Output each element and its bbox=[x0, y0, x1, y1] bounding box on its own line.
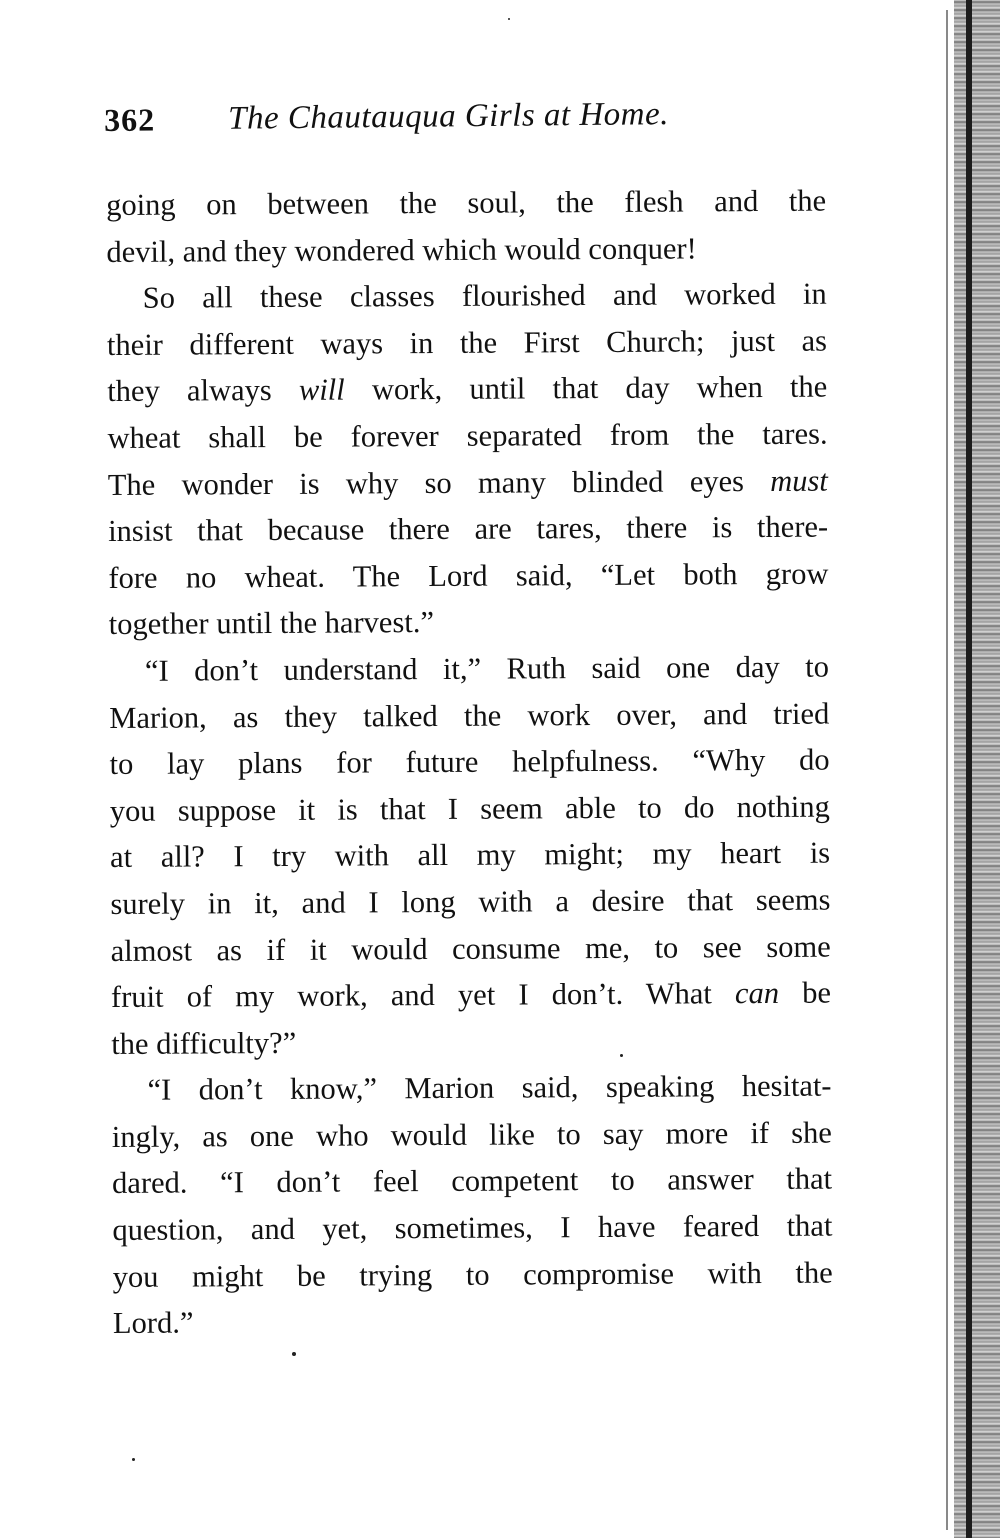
scan-fold-line bbox=[946, 10, 948, 1530]
running-title: The Chautauqua Girls at Home. bbox=[227, 96, 670, 137]
page-number: 362 bbox=[104, 101, 156, 138]
text-line: ingly, as one who would like to say more if she bbox=[111, 1115, 832, 1154]
scan-speck bbox=[508, 18, 510, 20]
text-line: surely in it, and I long with a desire that seems bbox=[110, 882, 831, 921]
emphasis-word: will bbox=[298, 372, 345, 408]
text-line bbox=[107, 364, 827, 415]
emphasis-word: can bbox=[734, 975, 780, 1011]
text-line: you suppose it is that I seem able to do nothing bbox=[109, 789, 830, 828]
text-line: Marion, as they talked the work over, and tried bbox=[109, 696, 830, 735]
text-line bbox=[111, 970, 831, 1021]
text-line: going on between the soul, the flesh and the bbox=[106, 183, 827, 222]
paragraph-start-line: “I don’t know,” Marion said, speaking hesitat- bbox=[147, 1068, 832, 1108]
text-segment: The wonder is why so many blinded eyes bbox=[107, 463, 771, 502]
text-line: question, and yet, sometimes, I have feared that bbox=[112, 1208, 833, 1248]
body-text bbox=[106, 178, 833, 1347]
text-line: Lord.” bbox=[112, 1305, 194, 1341]
text-segment: fruit of my work, and yet I don’t. What bbox=[110, 976, 736, 1015]
scan-speck bbox=[292, 1352, 296, 1356]
text-line: wheat shall be forever separated from the tares. bbox=[107, 416, 828, 455]
text-line: dared. “I don’t feel competent to answer that bbox=[112, 1162, 833, 1201]
text-line: fore no wheat. The Lord said, “Let both grow bbox=[108, 556, 829, 595]
emphasis-word: must bbox=[770, 463, 828, 498]
paragraph-start-line: “I don’t understand it,” Ruth said one day to bbox=[144, 649, 830, 688]
text-segment: they always bbox=[107, 373, 300, 409]
text-segment: be bbox=[778, 975, 832, 1010]
scan-binding-edge bbox=[954, 0, 1000, 1538]
text-segment: work, until that day when the bbox=[344, 369, 828, 407]
page-header bbox=[104, 95, 745, 154]
text-line: at all? I try with all my might; my heart is bbox=[110, 835, 831, 875]
scan-speck bbox=[620, 1054, 623, 1057]
text-line bbox=[108, 457, 828, 508]
text-line: devil, and they wondered which would conquer! bbox=[106, 230, 697, 269]
scan-speck bbox=[132, 1458, 135, 1461]
text-line: insist that because there are tares, there is there- bbox=[108, 509, 829, 549]
text-line: to lay plans for future helpfulness. “Why do bbox=[109, 742, 830, 782]
paragraph-start-line: So all these classes flourished and worked in bbox=[142, 276, 827, 315]
text-line: together until the harvest.” bbox=[108, 605, 435, 642]
text-line: the difficulty?” bbox=[111, 1025, 297, 1061]
text-line: you might be trying to compromise with the bbox=[112, 1255, 833, 1294]
scan-binding-shadow bbox=[966, 0, 972, 1538]
text-line: almost as if it would consume me, to see some bbox=[110, 929, 831, 968]
text-line: their different ways in the First Church; just as bbox=[106, 323, 828, 362]
